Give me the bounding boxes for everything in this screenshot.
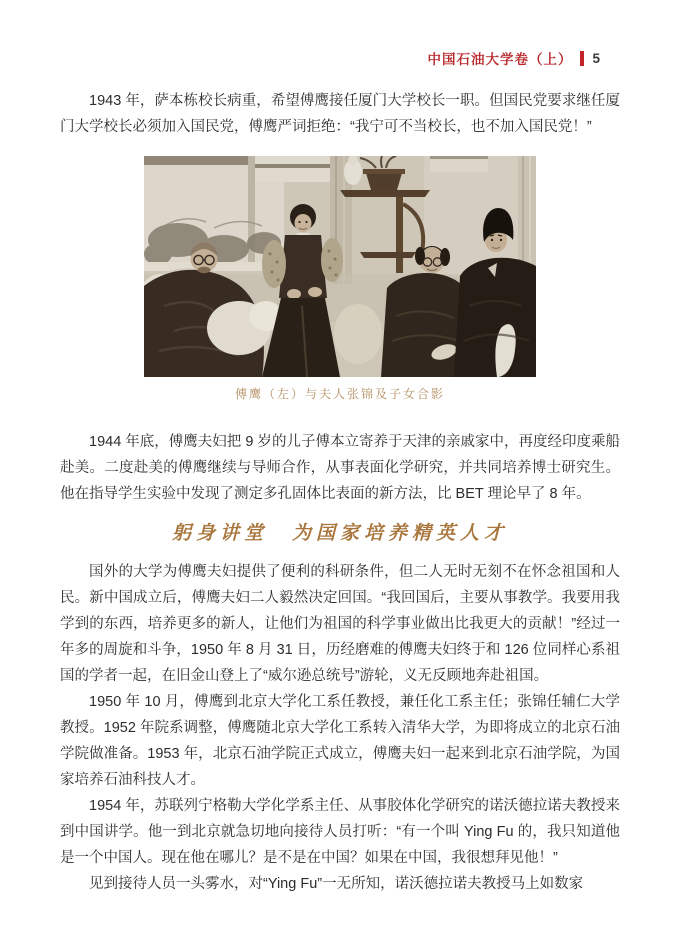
paragraph-1944: 1944 年底，傅鹰夫妇把 9 岁的儿子傅本立寄养于天津的亲戚家中，再度经印度乘船赴美。二度赴美的傅鹰继续与导师合作，从事表面化学研究，并共同培养博士研究生。他在指导学生实验中发现了测定多孔固体比表面的新方法，比 BET 理论早了 8 年。 — [60, 434, 620, 502]
header-title: 中国石油大学卷（上） — [427, 52, 573, 67]
paragraph-1943: 1943 年，萨本栋校长病重，希望傅鹰接任厦门大学校长一职。但国民党要求继任厦门大学校长必须加入国民党，傅鹰严词拒绝：“我宁可不当校长，也不加入国民党！” — [60, 93, 620, 135]
family-photo-figure — [60, 156, 620, 403]
page-number: 5 — [592, 50, 600, 66]
family-photo-illustration — [144, 156, 536, 377]
paragraph-1954: 1954 年，苏联列宁格勒大学化学系主任、从事胶体化学研究的诺沃德拉诺夫教授来到中国讲学。他一到北京就急切地向接待人员打听：“有一个叫 Ying Fu 的，我只知道他是一个中国人。现在他在哪儿？是不是在中国？如果在中国，我很想拜见他！” — [60, 798, 620, 866]
photo-caption: 傅鹰（左）与夫人张锦及子女合影 — [234, 387, 445, 401]
page-header — [427, 48, 600, 68]
family-photo — [144, 156, 536, 377]
paragraph-return-china: 国外的大学为傅鹰夫妇提供了便利的科研条件，但二人无时无刻不在怀念祖国和人民。新中国成立后，傅鹰夫妇二人毅然决定回国。“我回国后，主要从事教学。我要用我学到的东西，培养更多的新人，让他们为祖国的科学事业做出比我更大的贡献！”经过一年多的周旋和斗争，1950 年 8 月 31 日，历经磨难的傅鹰夫妇终于和 126 位同样心系祖国的学者一起，在旧金山登上了“威尔逊总统号”游轮，义无反顾地奔赴祖国。 — [60, 564, 620, 684]
paragraph-ying-fu: 见到接待人员一头雾水，对“Ying Fu”一无所知，诺沃德拉诺夫教授马上如数家 — [89, 876, 584, 892]
page-content — [60, 88, 620, 897]
paragraph-1950: 1950 年 10 月，傅鹰到北京大学化工系任教授，兼任化工系主任；张锦任辅仁大学教授。1952 年院系调整，傅鹰随北京大学化工系转入清华大学，为即将成立的北京石油学院做准备。1953 年，北京石油学院正式成立，傅鹰夫妇一起来到北京石油学院，为国家培养石油科技人才。 — [60, 694, 620, 788]
section-heading: 躬身讲堂 为国家培养精英人才 — [171, 523, 508, 544]
header-divider-bar — [580, 51, 584, 66]
